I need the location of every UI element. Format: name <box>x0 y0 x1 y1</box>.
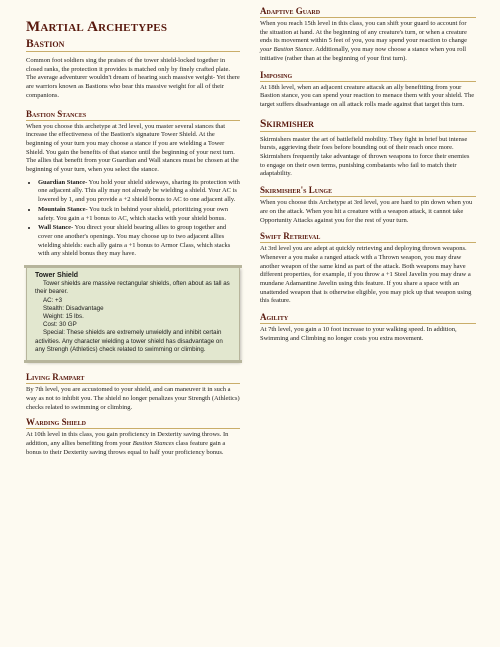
subheading-adaptive-guard: Adaptive Guard <box>260 6 476 18</box>
lunge-description: When you choose this Archetype at 3rd level, you are hard to pin down when you are on the attack. When you hit a creature with a weapon attack, it cannot take Opportunity Attacks against you for the rest of your turn. <box>260 199 473 224</box>
stance-name: Mountain Stance- <box>38 205 88 213</box>
stat-ac: AC: +3 <box>43 296 63 304</box>
subheading-living-rampart: Living Rampart <box>26 372 240 384</box>
subheading-swift-retrieval: Swift Retrieval <box>260 231 476 243</box>
bastion-description: Common foot soldiers sing the praises of the tower shield-locked together in closed ranks, the protection it provides is matched only by finely crafted plate. The average adventurer wouldn't dream of hearing such massive weight- Yet there are warriors known as Bastions who bear this massive weight for all of their companions. <box>26 57 240 99</box>
subheading-skirmishers-lunge: Skirmisher's Lunge <box>260 185 476 197</box>
stance-text: You direct your shield bearing allies to group together and cover one another's openings. You may choose up to two adjacent allies wielding shields: each ally gains a +1 bonus to Armor Class, which stacks with any shield bonus they may have. <box>38 224 231 258</box>
stance-text: You hold your shield sideways, sharing its protection with one adjacent ally. This ally may not already be wielding a shield. Your AC is lowered by 1, and you provide a +2 shield bonus to AC to one adjacent ally. <box>38 178 240 204</box>
section-heading-skirmisher: Skirmisher <box>260 118 476 132</box>
left-column <box>26 20 240 457</box>
list-item <box>38 179 240 205</box>
page-title: Martial Archetypes <box>26 19 168 35</box>
subheading-warding-shield: Warding Shield <box>26 417 240 429</box>
list-item <box>38 206 240 223</box>
adaptive-text-end: . Additionally, you may now choose a stance when you roll initiative (rather than at the beginning of your first turn). <box>260 46 467 62</box>
stat-special: Special: These shields are extremely unwieldly and inhibit certain activities. Any character wielding a tower shield has disadvantage on any Strengh (Athletics) check related to swimming or climbing. <box>35 329 223 353</box>
stances-description: When you choose this archetype at 3rd level, you master several stances that increase the effectiveness of the Bastion's signature Tower Shield. At the beginning of your turn you may choose a stance if you are wielding a Tower Shield. You gain the benefits of that stance until the beginning of your next turn. The allies that benefit from your Guardian and Wall stances must be chosen at the beginning of your turn, when you select the stance. <box>26 122 239 174</box>
sidebar-description: Tower shields are massive rectangular shields, often about as tall as their bearer. <box>35 280 230 296</box>
tower-shield-sidebar <box>26 267 240 361</box>
subheading-imposing: Imposing <box>260 70 476 82</box>
subheading-bastion-stances: Bastion Stances <box>26 109 240 121</box>
warding-text-end: class feature gain a bonus to their Dexterity saving throws equal to half your proficiency bonus. <box>26 439 226 456</box>
section-heading-bastion: Bastion <box>26 38 240 52</box>
list-item <box>38 224 240 259</box>
adaptive-italic: your Bastion Stance <box>260 46 313 54</box>
stat-weight: Weight: 15 lbs. <box>43 313 84 321</box>
stance-name: Wall Stance- <box>38 224 74 232</box>
retrieval-description: At 3rd level you are adept at quickly retrieving and deploying thrown weapons. Whenever a you make a ranged attack with a Thrown weapon, you may draw another weapon of the same kind as part of the attack. Both weapons may have different properties, for example, if you throw a +1 Steel Javelin you may draw a mundane Adamantine Javelin using this feature. If you share a space with an unattended weapon that is otherwise eligible, you may pick up that weapon using this feature. <box>260 245 472 305</box>
skirmisher-description: Skirmishers master the art of battlefield mobility. They fight in brief but intense bursts, aggrieving their foes before bounding out of their reach once more. Skirmishers frequently take advantage of thrown weapons to force their enemies to engage on their own terms, punishing combatants who fail to match their adaptability. <box>260 135 470 178</box>
warding-italic: Bastion Stances <box>132 439 175 447</box>
stance-name: Guardian Stance- <box>38 178 88 186</box>
adaptive-text: When you reach 15th level in this class, you can shift your guard to account for the situation at hand. At the beginning of any creature's turn, or when a creature ends its movement within 5 feet of you, you may spend your reaction to change <box>260 20 468 45</box>
imposing-description: At 18th level, when an adjacent creature attacsk an ally benefitting from your Bastion stance, you can spend your reaction to menace them with your shield. The target suffers disadvantage on all attack rolls made against that target this turn. <box>260 83 475 108</box>
rampart-description: By 7th level, you are accustomed to your shield, and can maneuver it in such a way as not to inhibit you. The shield no longer penalizes your Strength (Athletics) checks related to swimming or climbing. <box>26 386 240 411</box>
stance-text: You tuck in behind your shield, prioritizing your own safety. You gain a +1 bonus to AC, which stacks with your shield bonus. <box>38 205 228 222</box>
agility-description: At 7th level, you gain a 10 foot increase to your walking speed. In addition, Swimming and Climbing no longer costs you extra movement. <box>260 326 457 342</box>
stat-cost: Cost: 30 GP <box>43 321 77 329</box>
adaptive-description <box>260 20 476 64</box>
sidebar-title: Tower Shield <box>35 272 79 280</box>
stance-list <box>26 179 240 259</box>
warding-text: At 10th level in this class, you gain proficiency in Dexterity saving throws. In addition, any allies benefiting from your <box>26 431 229 447</box>
warding-description <box>26 431 240 457</box>
stat-stealth: Stealth: Disadvantage <box>43 304 104 312</box>
right-column <box>260 6 476 344</box>
subheading-agility: Agility <box>260 312 476 324</box>
